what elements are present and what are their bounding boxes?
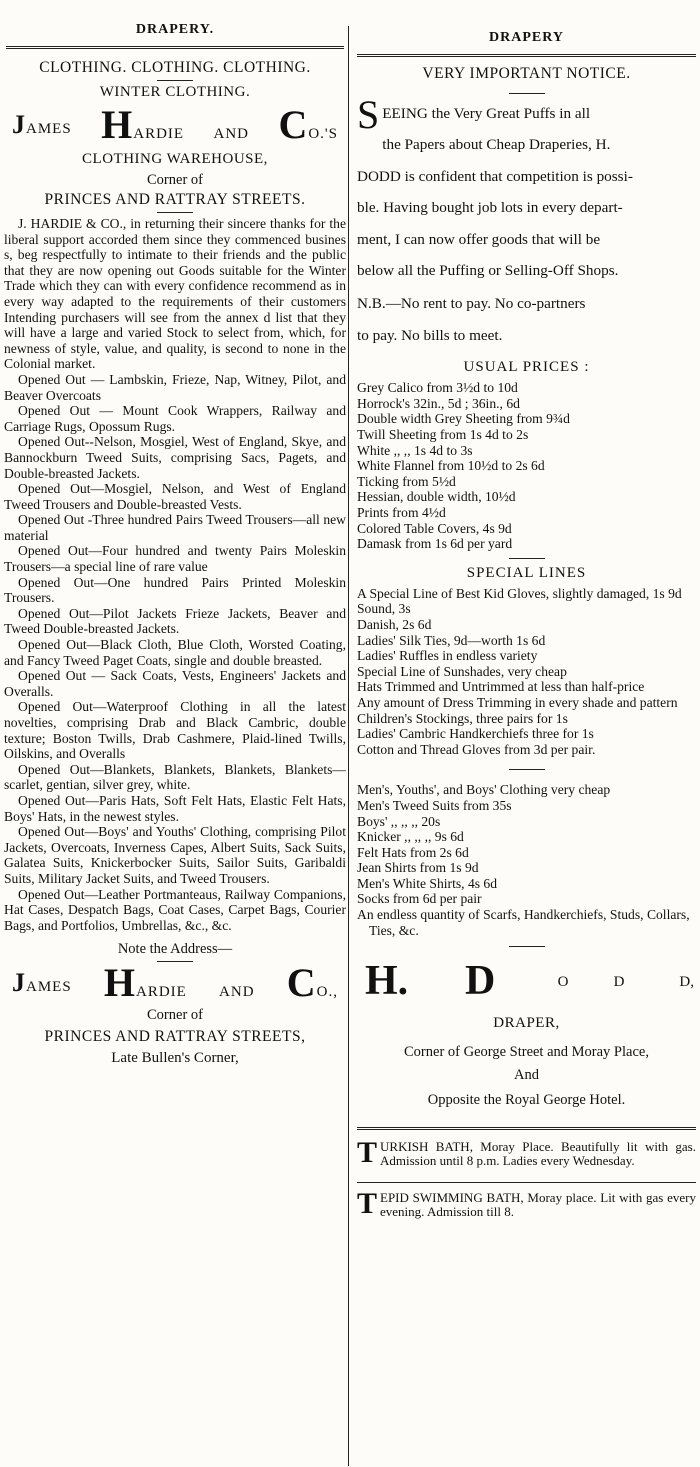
- line-item: ble. Having bought job lots in every depart-: [357, 199, 623, 217]
- late-bullens: Late Bullen's Corner,: [111, 1050, 239, 1067]
- line-item: Socks from 6d per pair: [357, 891, 482, 907]
- turkish-cap: T: [357, 1136, 378, 1170]
- line-item: Cotton and Thread Gloves from 3d per pair.: [357, 741, 596, 757]
- line-item: Twill Sheeting from 1s 4d to 2s: [357, 427, 529, 443]
- line-item: Jean Shirts from 1s 9d: [357, 860, 479, 876]
- line-item: Colored Table Covers, 4s 9d: [357, 520, 512, 536]
- sign-o: O: [557, 974, 569, 991]
- line-item: Sound, 3s: [357, 601, 411, 617]
- line-item: Opened Out—Boys' and Youths' Clothing, comprising Pilot Jackets, Overcoats, Inverness Capes, Albert Suits, Sack Suits, Galatea Suits, Knickerbocker Suits, Sailor Suits, Garibaldi Suits, Military Jacket Suits, and Tweed Trousers.: [4, 824, 346, 886]
- dropcap-s: S: [357, 92, 380, 137]
- line-item: Grey Calico from 3½d to 10d: [357, 380, 518, 396]
- turkish-bath-notice: [357, 1136, 696, 1170]
- right-column: [355, 0, 698, 1219]
- line-item: Opened Out—Mosgiel, Nelson, and West of England Tweed Trousers and Double-breasted Vests.: [4, 481, 346, 512]
- line-item: White Flannel from 10½d to 2s 6d: [357, 458, 545, 474]
- address-line-2: And: [514, 1067, 539, 1084]
- line-item: Hats Trimmed and Untrimmed at less than half-price: [357, 679, 645, 695]
- line-item: Opened Out—Black Cloth, Blue Cloth, Worsted Coating, and Fancy Tweed Paget Coats, single and double breasted.: [4, 637, 346, 668]
- banner-ames: AMES: [26, 121, 72, 137]
- line-item: Hessian, double width, 10½d: [357, 489, 516, 505]
- line-item: Opened Out—Paris Hats, Soft Felt Hats, Elastic Felt Hats, Boys' Hats, in the newest styles.: [4, 792, 346, 824]
- usual-prices-title: USUAL PRICES :: [463, 359, 590, 376]
- title-line-2: WINTER CLOTHING.: [99, 84, 251, 100]
- dash: [509, 93, 545, 94]
- line-item: DODD is confident that competition is possi-: [357, 167, 633, 185]
- right-header: DRAPERY: [489, 30, 564, 45]
- note-address: Note the Address—: [117, 941, 233, 958]
- intro-text: [357, 92, 696, 286]
- line-item: White ,, ,, 1s 4d to 3s: [357, 442, 473, 458]
- sign-d: D: [465, 958, 496, 1005]
- line-item: Opened Out — Sack Coats, Vests, Engineers' Jackets and Overalls.: [4, 668, 346, 699]
- dash: [157, 212, 193, 213]
- hardie-banner-2: [12, 960, 338, 1006]
- dash: [509, 769, 545, 770]
- line-item: EEING the Very Great Puffs in all: [382, 105, 591, 122]
- banner-ardie: ARDIE: [133, 126, 185, 142]
- line-item: Any amount of Dress Trimming in every shade and pattern: [357, 694, 678, 710]
- line-item: Opened Out--Nelson, Mosgiel, West of England, Skye, and Bannockburn Tweed Suits, comprising Sacs, Pagets, and Double-breasted Jackets.: [4, 434, 346, 481]
- bath-rule: [357, 1127, 696, 1130]
- banner2-j: J: [12, 968, 26, 998]
- banner2-ames: AMES: [26, 979, 72, 996]
- line-item: Opened Out — Lambskin, Frieze, Nap, Witney, Pilot, and Beaver Overcoats: [4, 371, 346, 403]
- hardie-paragraphs: [4, 216, 346, 933]
- dash: [157, 961, 193, 962]
- line-item: below all the Puffing or Selling-Off Shops.: [357, 262, 619, 280]
- line-item: Boys' ,, ,, ,, 20s: [357, 813, 441, 829]
- banner2-c: C: [286, 960, 317, 1006]
- line-item: Men's White Shirts, 4s 6d: [357, 875, 498, 891]
- line-item: Knicker ,, ,, ,, 9s 6d: [357, 829, 464, 845]
- dodd-sign: [365, 957, 694, 1005]
- line-item: Special Line of Sunshades, very cheap: [357, 663, 567, 679]
- warehouse-line: CLOTHING WAREHOUSE,: [82, 151, 268, 167]
- corner-of: Corner of: [147, 172, 203, 188]
- line-item: Opened Out -Three hundred Pairs Tweed Trousers—all new material: [4, 512, 346, 543]
- dash: [509, 946, 545, 947]
- line-item: the Papers about Cheap Draperies, H.: [382, 136, 611, 154]
- banner2-os: O.,: [316, 984, 338, 1001]
- corner-of-2: Corner of: [147, 1007, 203, 1024]
- line-item: Opened Out—One hundred Pairs Printed Moleskin Trousers.: [4, 574, 346, 606]
- dash: [157, 80, 193, 81]
- banner-h: H: [101, 102, 134, 147]
- line-item: Men's, Youths', and Boys' Clothing very cheap: [357, 782, 611, 798]
- line-item: Ladies' Ruffles in endless variety: [357, 648, 538, 664]
- tepid-bath-notice: [357, 1187, 696, 1221]
- line-item: Horrock's 32in., 5d ; 36in., 6d: [357, 395, 520, 411]
- line-item: J. HARDIE & CO., in returning their sincere thanks for the liberal support accorded them since they commenced busines s, beg respectfully to intimate to their friends and the public that they are now opening out Goods suitable for the Winter Trade which they can with every confidence recommend as in every way adapted to the requirements of their customers Intending purchasers will see from the annex d list that they will have a large and varied Stock to select from, which, for newness of style, value, and quality, is second to none in the Colonial market.: [4, 216, 346, 372]
- title-line-1: CLOTHING. CLOTHING. CLOTHING.: [39, 59, 311, 76]
- right-header-rule: [357, 54, 696, 57]
- dash: [509, 558, 545, 559]
- line-item: Children's Stockings, three pairs for 1s: [357, 710, 568, 726]
- line-item: Double width Grey Sheeting from 9¾d: [357, 411, 570, 427]
- line-item: ment, I can now offer goods that will be: [357, 230, 601, 248]
- line-item: Danish, 2s 6d: [357, 616, 432, 632]
- turkish-text: URKISH BATH, Moray Place. Beautifully lit with gas. Admission until 8 p.m. Ladies every Wednesday.: [380, 1139, 696, 1169]
- special-lines-list: [357, 586, 696, 758]
- address-line-3: Opposite the Royal George Hotel.: [427, 1092, 626, 1109]
- tepid-cap: T: [357, 1187, 378, 1221]
- line-item: Opened Out—Waterproof Clothing in all the latest novelties, comprising Drab and Black Cambric, double texture; Boston Twills, Drab Cashmere, Plaid-lined Twills, Oilskins, and Overalls: [4, 699, 346, 762]
- line-item: Ticking from 5½d: [357, 473, 456, 489]
- draper-line: DRAPER,: [493, 1015, 560, 1032]
- usual-prices-list: [357, 380, 696, 552]
- left-header-rule: [6, 46, 344, 49]
- line-item: to pay. No bills to meet.: [357, 326, 503, 344]
- line-item: Felt Hats from 2s 6d: [357, 844, 469, 860]
- column-divider: [348, 26, 349, 1466]
- hardie-banner: [12, 102, 338, 147]
- line-item: Opened Out—Leather Portmanteaus, Railway Companions, Hat Cases, Despatch Bags, Coat Cases, Carpet Bags, Courier Bags, and Portfolios, Umbrellas, &c., &c.: [4, 886, 346, 933]
- sign-h: H.: [365, 958, 409, 1005]
- line-item: N.B.—No rent to pay. No co-partners: [357, 295, 586, 313]
- streets-line-2: PRINCES AND RATTRAY STREETS,: [44, 1028, 306, 1046]
- banner-os: O.'S: [308, 126, 338, 142]
- banner-c: C: [278, 102, 309, 147]
- line-item: Opened Out—Four hundred and twenty Pairs Moleskin Trousers—a special line of rare value: [4, 543, 346, 575]
- banner-j: J: [12, 110, 26, 139]
- line-item: Opened Out — Mount Cook Wrappers, Railway and Carriage Rugs, Opossum Rugs.: [4, 403, 346, 434]
- line-item: Men's Tweed Suits from 35s: [357, 797, 512, 813]
- line-item: An endless quantity of Scarfs, Handkerchiefs, Studs, Collars, Ties, &c.: [357, 907, 690, 938]
- special-lines-title: SPECIAL LINES: [466, 564, 587, 581]
- banner2-ardie: ARDIE: [136, 984, 187, 1001]
- line-item: Damask from 1s 6d per yard: [357, 536, 513, 552]
- line-item: A Special Line of Best Kid Gloves, slightly damaged, 1s 9d: [357, 585, 682, 601]
- intro-lines: [357, 92, 696, 286]
- line-item: Ladies' Cambric Handkerchiefs three for 1s: [357, 726, 594, 742]
- notice-title: VERY IMPORTANT NOTICE.: [422, 65, 631, 82]
- banner-and: AND: [213, 126, 250, 142]
- sign-d2: D: [613, 974, 625, 991]
- streets-line: PRINCES AND RATTRAY STREETS.: [44, 191, 306, 208]
- nb-lines: [357, 288, 696, 351]
- left-header: DRAPERY.: [135, 22, 215, 37]
- banner2-h: H: [103, 960, 137, 1006]
- sign-dd: D,: [679, 974, 694, 991]
- bath-rule-2: [357, 1182, 696, 1183]
- line-item: Opened Out—Pilot Jackets Frieze Jackets, Beaver and Tweed Double-breasted Jackets.: [4, 605, 346, 637]
- line-item: Opened Out—Blankets, Blankets, Blankets, Blankets—scarlet, gentian, silver grey, white.: [4, 761, 346, 793]
- left-column: [4, 0, 346, 1067]
- clothing-list: [357, 782, 696, 938]
- address-line-1: Corner of George Street and Moray Place,: [404, 1044, 649, 1061]
- tepid-text: EPID SWIMMING BATH, Moray place. Lit with gas every evening. Admission till 8.: [380, 1190, 696, 1220]
- banner2-and: AND: [219, 984, 255, 1001]
- line-item: Prints from 4½d: [357, 505, 446, 520]
- line-item: Ladies' Silk Ties, 9d—worth 1s 6d: [357, 632, 546, 648]
